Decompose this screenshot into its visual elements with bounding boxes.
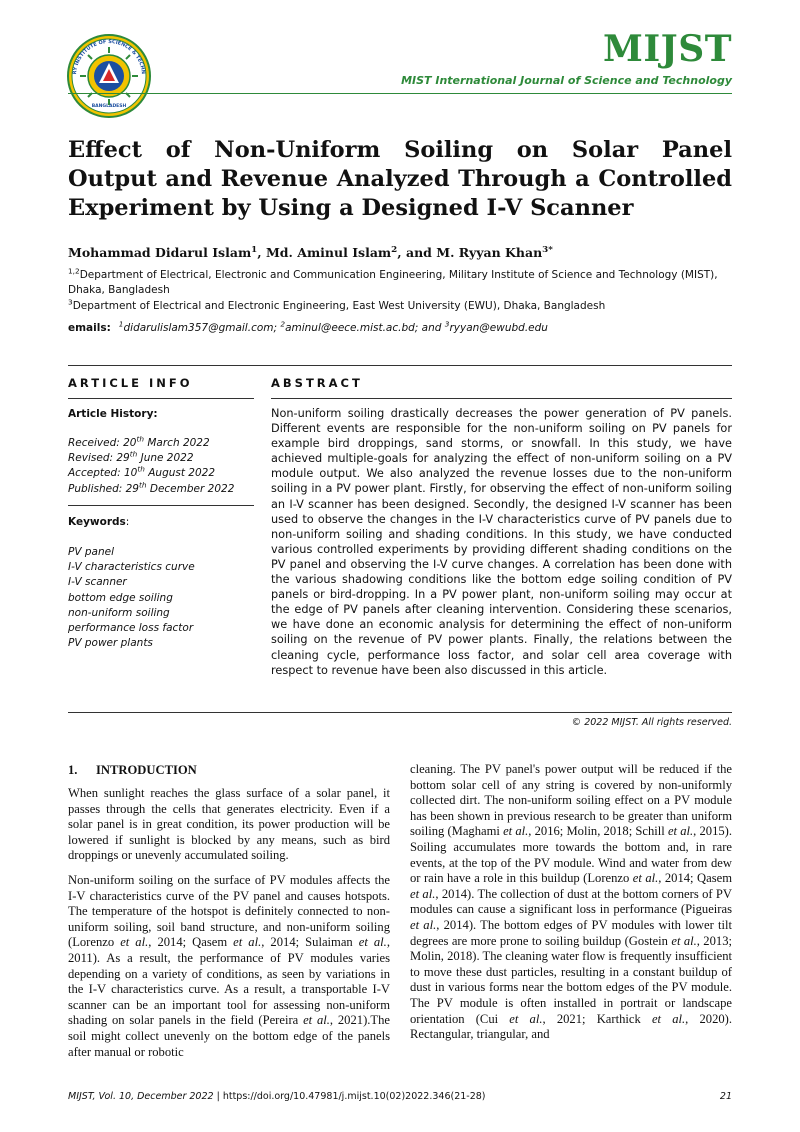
page-number: 21 [719, 1091, 732, 1102]
affiliation-1-sup: 1,2 [68, 266, 80, 276]
footer-citation: MIJST, Vol. 10, December 2022 [68, 1091, 214, 1102]
keywords-label: Keywords: [68, 516, 130, 528]
page-footer [68, 1091, 486, 1102]
affiliation-1 [68, 268, 732, 298]
email-3[interactable]: ryyan@ewubd.edu [449, 322, 548, 334]
email-1-sup: 1 [118, 319, 124, 329]
header-divider [68, 93, 732, 94]
journal-name: MIST International Journal of Science and Technology [401, 74, 732, 87]
keyword-item: performance loss factor [68, 622, 194, 635]
keyword-item: I-V characteristics curve [68, 561, 195, 574]
author-list [68, 245, 553, 260]
copyright-notice: © 2022 MIJST. All rights reserved. [571, 717, 732, 728]
revised-date: Revised: 29th June 2022 [68, 449, 194, 465]
footer-doi[interactable]: | https://doi.org/10.47981/j.mijst.10(02)2022.346(21-28) [213, 1091, 486, 1102]
body-column-right [410, 762, 732, 1052]
keyword-item: bottom edge soiling [68, 591, 173, 604]
affiliation-1-text: Department of Electrical, Electronic and Communication Engineering, Military Institute of Science and Technology (MIST), Dhaka, Bangladesh [68, 269, 718, 296]
abstract-bottom-rule [68, 712, 732, 713]
paragraph: Non-uniform soiling on the surface of PV modules affects the I-V characteristics curve of the PV panel and causes hotspots. The temperature of the hotspot is definitely connected to non-uniform soiling, soil band structure, and non-uniform soiling (Lorenzo et al., 2014; Qasem et al., 2014; Sulaiman et al., 2011). As a result, the performance of PV modules varies depending on a variety of conditions, as seen by variations in the I-V characteristics curve. As a result, a transportable I-V scanner can be an important tool for assessing non-uniform shading on solar panels in the field (Pereira et al., 2021).The soil might collect unevenly on the bottom edge of the panels after manual or robotic [68, 872, 390, 1059]
affiliation-2-sup: 3 [68, 297, 73, 307]
keyword-item: I-V scanner [68, 576, 127, 589]
logo-text-bottom: BANGLADESH [91, 104, 127, 109]
logo-text-top: RY INSTITUTE OF SCIENCE & TECHN [72, 38, 146, 75]
keyword-list [68, 545, 195, 651]
author-3: , and M. Ryyan Khan [397, 245, 543, 260]
emails-label: emails: [68, 322, 111, 334]
email-1[interactable]: didarulislam357@gmail.com; [123, 322, 281, 334]
article-title: Effect of Non-Uniform Soiling on Solar Panel Output and Revenue Analyzed Through a Controlled Experiment by Using a Designed I-V Scanner [68, 137, 732, 221]
author-2-sup: 2 [391, 244, 398, 255]
author-1: Mohammad Didarul Islam [68, 245, 252, 260]
abstract-heading: ABSTRACT [271, 376, 363, 390]
author-1-sup: 1 [251, 244, 258, 255]
email-line [68, 319, 548, 334]
affiliation-2 [68, 299, 732, 314]
info-top-rule [68, 365, 732, 366]
section-title: INTRODUCTION [96, 763, 197, 777]
keyword-item: PV power plants [68, 637, 153, 650]
author-2: , Md. Aminul Islam [257, 245, 392, 260]
accepted-date: Accepted: 10th August 2022 [68, 464, 216, 480]
author-3-sup: 3* [542, 244, 553, 255]
affiliation-2-text: Department of Electrical and Electronic Engineering, East West University (EWU), Dhaka, Bangladesh [72, 300, 606, 312]
keywords-rule [68, 505, 254, 506]
paragraph: When sunlight reaches the glass surface of a solar panel, it passes through the cells that generates electricity. Even if a solar panel is in great condition, its power production will be lowered if sunlight is blocked by any means, such as bird droppings or unevenly accumulated soiling. [68, 786, 390, 863]
article-history-label: Article History: [68, 408, 158, 420]
email-2-sup: 2 [280, 319, 286, 329]
keyword-item: non-uniform soiling [68, 606, 170, 619]
published-date: Published: 29th December 2022 [68, 480, 235, 495]
received-date: Received: 20th March 2022 [68, 434, 210, 449]
article-info-heading: ARTICLE INFO [68, 376, 193, 390]
keyword-item: PV panel [68, 546, 114, 558]
introduction-heading [68, 763, 197, 778]
abstract-heading-rule [271, 398, 732, 399]
info-heading-rule [68, 398, 254, 399]
journal-abbreviation: MIJST [602, 28, 732, 70]
mist-emblem-icon [66, 33, 152, 119]
section-number: 1. [68, 763, 78, 777]
article-history [68, 436, 234, 497]
email-3-sup: 3 [444, 319, 450, 329]
email-2[interactable]: aminul@eece.mist.ac.bd; and [285, 322, 445, 334]
abstract-text: Non-uniform soiling drastically decreases the power generation of PV panels. Different events are responsible for the non-uniform soiling on PV panels for example bird droppings, sand storms, or snowfall. In this study, we have achieved multiple-goals for analyzing the effect of non-uniform soiling on a PV module output. We also analyzed the revenue losses due to the non-uniform soiling in a PV power plant. Firstly, for observing the effect of non-uniform soiling an I-V scanner has been designed. Secondly, the designed I-V scanner has been used to observe the changes in the I-V characteristics curve of PV panels due to non-uniform soiling and shading conditions. In this study, we have conducted various controlled experiments by providing different shading conditions on the PV panel and observing the I-V curve changes. A correlation has been done with the various shadowing conditions like the bottom edge soiling condition of PV panels or bird-dropping. In a PV power plant, non-uniform soiling may occur at the edge of PV panels after cleaning intervention. Considering these scenarios, we have done an economic analysis for determining the effect of non-uniform soiling on the revenue of PV power plants. Finally, the relations between the cleaning cycle, performance loss factor, and solar cell area coverage with respect to revenue have been also discussed in this article. [271, 407, 732, 677]
paragraph: cleaning. The PV panel's power output will be reduced if the bottom solar cell of any string is covered by non-uniformly collected dirt. The non-uniform soiling effect on a PV module has been shown in previous research to be greater than uniform soiling (Maghami et al., 2016; Molin, 2018; Schill et al., 2015). Soiling accumulates more towards the bottom and, in rare events, at the top of the PV module. Wind and water from dew or rain have a role in this buildup (Lorenzo et al., 2014; Qasem et al., 2014). The collection of dust at the bottom corners of PV modules can cause a significant loss in performance (Pigueiras et al., 2014). The bottom edges of PV modules with lower tilt degrees are more prone to soiling buildup (Gostein et al., 2013; Molin, 2018). The cleaning water flow is frequently insufficient to move these dust particles, resulting in a constant buildup of dust in various forms near the bottom edges of the PV module. The PV module is often installed in portrait or landscape orientation (Cui et al., 2021; Karthick et al., 2020). Rectangular, triangular, and [410, 762, 733, 1042]
body-column-left [68, 786, 390, 1069]
